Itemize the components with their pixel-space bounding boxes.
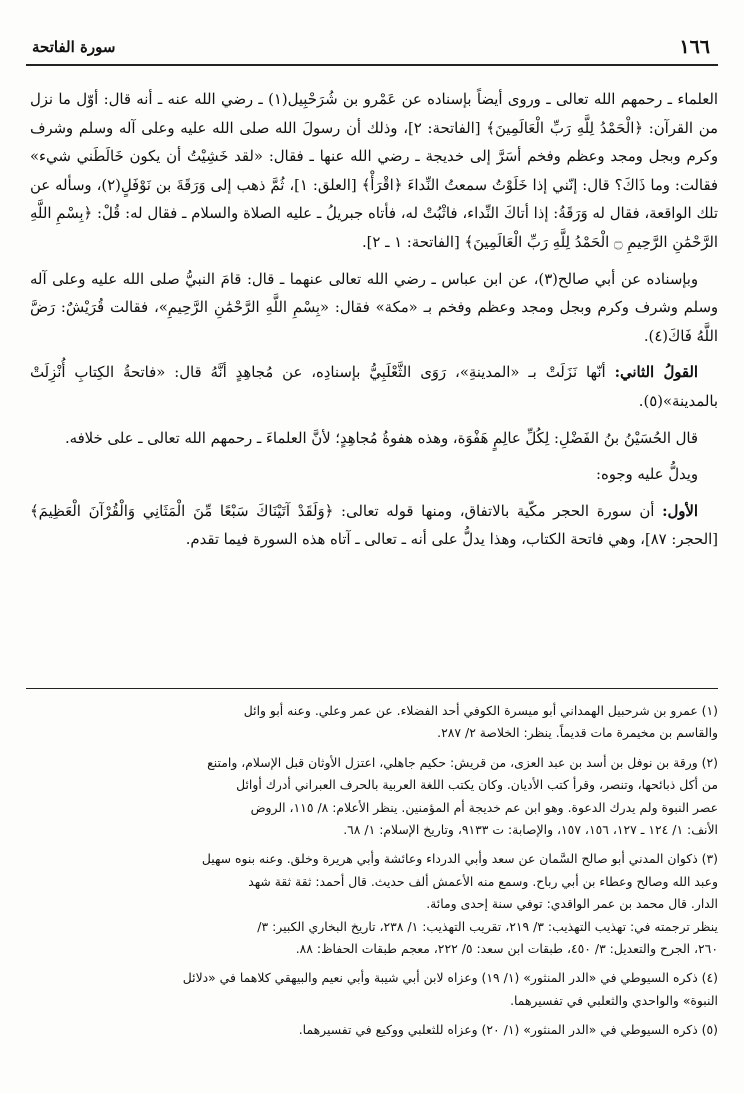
footnote-line: والقاسم بن مخيمرة مات قديماً. ينظر: الخلاصة ٢/ ٢٨٧. bbox=[437, 725, 718, 741]
paragraph: وبإسناده عن أبي صالح(٣)، عن ابن عباس ـ رضي الله تعالى عنهما ـ قال: قامَ النبيُّ صلى الله عليه وعلى آله وسلم وشرف وكرم وبجل ومجد وعظم وفخم بـ «مكة» فقال: «بِسْمِ اللَّهِ الرَّحْمَٰنِ الرَّحِيمِ»، فقالت قُرَيْشٌ: رَضَّ اللَّهُ فَاكَ(٤). bbox=[30, 270, 718, 345]
footnote bbox=[28, 848, 718, 960]
footnote-line: (٢) ورقة بن نوفل بن أسد بن عبد العزى، من قريش: حكيم جاهلي، اعتزل الأوثان قبل الإسلام، وامتنع bbox=[207, 754, 718, 770]
paragraph bbox=[30, 359, 718, 416]
paragraph: ويدلُّ عليه وجوه: bbox=[596, 466, 698, 484]
section-label: القولُ الثاني: bbox=[614, 364, 698, 382]
footnote-line: عصر النبوة ولم يدرك الدعوة. وهو ابن عم خديجة أم المؤمنين. ينظر الأعلام: ٨/ ١١٥، الروض bbox=[250, 799, 718, 815]
footnote bbox=[28, 967, 718, 1012]
paragraph bbox=[30, 498, 718, 555]
paragraph-text: أنّها نَزَلَتْ بـ «المدينةِ»، رَوَى الثَّعْلَبِيُّ بإسنادِه، عن مُجاهِدٍ أنَّهُ قال: «فاتحةُ الكِتابِ أُنْزِلَتْ بالمدينة»(٥). bbox=[30, 364, 718, 410]
footnote-line: وعبد الله وصالح وعطاء بن أبي رباح. وسمع منه الأعمش ألف حديث. قال أحمد: ثقة ثقة شهد bbox=[248, 873, 718, 889]
footnote-line: النبوة» والواحدي والثعلبي في تفسيرهما. bbox=[510, 992, 718, 1008]
footnote bbox=[28, 700, 718, 745]
footnote-line: الدار. قال محمد بن عمر الواقدي: توفي سنة إحدى ومائة. bbox=[426, 896, 718, 912]
footnote bbox=[28, 752, 718, 842]
paragraph-text: أن سورة الحجر مكّية بالاتفاق، ومنها قوله تعالى: ﴿وَلَقَدْ آتَيْنَاكَ سَبْعًا مِّنَ الْمَثَانِي وَالْقُرْآنَ الْعَظِيمَ﴾ [الحجر: ٨٧]، وهي فاتحة الكتاب، وهذا يدلُّ على أنه ـ تعالى ـ آتاه هذه السورة فيما تقدم. bbox=[30, 502, 718, 549]
running-title: سورة الفاتحة bbox=[32, 38, 116, 56]
footnote-line: (٤) ذكره السيوطي في «الدر المنثور» (١/ ١٩) وعزاه لابن أبي شيبة وأبي نعيم والبيهقي كلاهما في «دلائل bbox=[182, 970, 718, 986]
paragraph: العلماء ـ رحمهم الله تعالى ـ وروى أيضاً بإسناده عن عَمْرو بن شُرَحْبِيل(١) ـ رضي الله عنه ـ أنه قال: أوّل ما نزل من القرآن: ﴿الْحَمْدُ لِلَّهِ رَبِّ الْعَالَمِينَ﴾ [الفاتحة: ٢]، وذلك أن رسولَ الله صلى الله عليه وعلى آله وسلم وشرف وكرم وبجل ومجد وعظم وفخم أسَرَّ إلى خديجة ـ رضي الله عنها ـ فقال: «لقد خَشِيْتُ أن يكون خَالَطَني شيء» فقالت: وما ذَاكَ؟ قال: إنّني إذا خَلَوْتُ سمعتُ النِّداءَ ﴿اقْرَأْ﴾ [العلق: ١]، ثُمَّ ذهب إلى وَرَقَةَ بن نَوْفَلٍ(٢)، وسأله عن تلك الواقعة، فقال له وَرَقَةُ: إذا أتاكَ النِّداء، فاثْبُتْ له، فأتاه جبريلُ ـ عليه الصلاة والسلام ـ فقال له: قُلْ: ﴿بِسْمِ اللَّهِ الرَّحْمَٰنِ الرَّحِيمِ ۝ الْحَمْدُ لِلَّهِ رَبِّ الْعَالَمِينَ﴾ [الفاتحة: ١ ـ ٢]. bbox=[30, 91, 719, 251]
footnote-line: ٢٦٠، الجرح والتعديل: ٣/ ٤٥٠، طبقات ابن سعد: ٥/ ٢٢٢، معجم طبقات الحفاظ: ٨٨. bbox=[295, 941, 718, 957]
footnote-line: من أكل ذبائحها، وتنصر، وقرأ كتب الأديان. وكان يكتب اللغة العربية بالحرف العبراني أدرك أوائل bbox=[236, 777, 718, 793]
footnote-divider bbox=[26, 688, 718, 689]
footnote-line: (١) عمرو بن شرحبيل الهمداني أبو ميسرة الكوفي أحد الفضلاء. عن عمر وعلي. وعنه أبو وائل bbox=[243, 703, 718, 718]
main-text bbox=[30, 86, 718, 563]
footnote-line: (٥) ذكره السيوطي في «الدر المنثور» (١/ ٢٠) وعزاه للثعلبي ووكيع في تفسيرهما. bbox=[298, 1022, 718, 1038]
footnote-line: (٣) ذكوان المدني أبو صالح السَّمان عن سعد وأبي الدرداء وعائشة وأبي هريرة وخلق. وعنه بنوه سهيل bbox=[201, 851, 718, 867]
page-header bbox=[26, 34, 718, 66]
paragraph: قال الحُسَيْنُ بنُ الفَضْلِ: لِكُلِّ عالِمٍ هَفْوَة، وهذه هفوةُ مُجاهِدٍ؛ لأنَّ العلماءَ ـ رحمهم الله تعالى ـ على خلافه. bbox=[64, 429, 698, 447]
page-number: ١٦٦ bbox=[679, 36, 710, 58]
footnotes bbox=[28, 700, 718, 1049]
section-label: الأول: bbox=[662, 502, 698, 520]
footnote bbox=[28, 1019, 718, 1041]
footnote-line: الأنف: ١/ ١٢٤ ـ ١٢٧، ١٥٦، ١٥٧، والإصابة: ت ٩١٣٣، وتاريخ الإسلام: ١/ ٦٨. bbox=[343, 822, 718, 838]
footnote-line: ينظر ترجمته في: تهذيب التهذيب: ٣/ ٢١٩، تقريب التهذيب: ١/ ٢٣٨، تاريخ البخاري الكبير: ٣/ bbox=[257, 918, 718, 934]
